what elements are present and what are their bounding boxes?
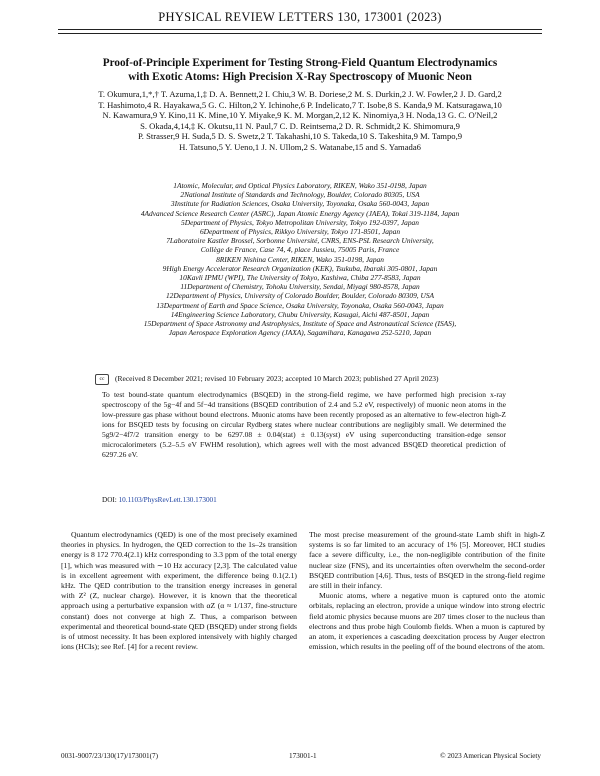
affiliation: 15Department of Space Astronomy and Astrophysics, Institute of Space and Astronautical Science (ISAS),	[143, 319, 457, 329]
open-access-icon: cc	[95, 374, 109, 385]
journal-header: PHYSICAL REVIEW LETTERS 130, 173001 (2023)	[158, 10, 442, 24]
affiliation: 9High Energy Accelerator Research Organization (KEK), Tsukuba, Ibaraki 305-0801, Japan	[162, 263, 438, 273]
title-line-2: with Exotic Atoms: High Precision X-Ray Spectroscopy of Muonic Neon	[128, 70, 472, 83]
affiliation: 10Kavli IPMU (WPI), The University of Tokyo, Kashiwa, Chiba 277-8583, Japan	[179, 273, 421, 283]
right-column	[309, 530, 545, 652]
author-line: S. Okada,4,14,‡ K. Okutsu,11 N. Paul,7 C. D. Reintsema,2 D. R. Schmidt,2 K. Shimomura,9	[140, 120, 460, 131]
received-dates	[95, 374, 555, 385]
left-column	[61, 530, 297, 652]
author-line: P. Strasser,9 H. Suda,5 D. S. Swetz,2 T. Takahashi,10 S. Takeda,10 S. Takeshita,9 M. Tampo,9	[137, 131, 463, 142]
affiliation: Collège de France, Case 74, 4, place Jussieu, 75005 Paris, France	[200, 245, 400, 255]
doi-label: DOI:	[102, 496, 117, 504]
received-text: (Received 8 December 2021; revised 10 February 2023; accepted 10 March 2023; published 27 April 2023)	[115, 374, 439, 384]
doi-line	[102, 496, 217, 504]
affiliation: 1Atomic, Molecular, and Optical Physics Laboratory, RIKEN, Wako 351-0198, Japan	[173, 181, 427, 190]
affiliation: Japan Aerospace Exploration Agency (JAXA), Sagamihara, Kanagawa 252-5210, Japan	[168, 328, 432, 338]
affiliation: 3Institute for Radiation Sciences, Osaka University, Toyonaka, Osaka 560-0043, Japan	[170, 199, 430, 209]
author-list	[62, 89, 538, 153]
doi-link[interactable]: 10.1103/PhysRevLett.130.173001	[118, 496, 217, 504]
footer-code: 0031-9007/23/130(17)/173001(7)	[61, 752, 159, 760]
affiliation: 5Department of Physics, Tokyo Metropolitan University, Tokyo 192-0397, Japan	[181, 217, 419, 227]
affiliation: 11Department of Chemistry, Tohoku University, Sendai, Miyagi 980-8578, Japan	[180, 282, 420, 292]
affiliation-list	[62, 181, 538, 337]
affiliation: 7Laboratoire Kastler Brossel, Sorbonne Université, CNRS, ENS-PSL Research University,	[166, 236, 434, 246]
header-rule	[58, 29, 542, 30]
abstract: To test bound-state quantum electrodynamics (BSQED) in the strong-field regime, we have performed high precision x-ray spectroscopy of the 5g−4f and 5f−4d transitions (BSQED contribution of 2.4 and 5.2 eV, respectively) of muonic neon atoms in the low-pressure gas phase without bound electrons. Muonic atoms have been recently proposed as an alternative to few-electron high-Z ions for BSQED tests by focusing on circular Rydberg states where nuclear contributions are negligibly small. We determined the 5g9/2−4f7/2 transition energy to be 6297.08 ± 0.04(stat) ± 0.13(syst) eV using superconducting transition-edge sensor microcalorimeters (5.2–5.5 eV FWHM resolution), which agrees well with the most advanced BSQED theoretical prediction of 6297.26 eV.	[102, 390, 506, 460]
body-paragraph: The most precise measurement of the ground-state Lamb shift in high-Z systems is so far limited to an accuracy of 1% [5]. Moreover, HCI studies face a severe difficulty, i.e., the non-negligible contribution of the finite nuclear size (FNS), and its uncertainties often overwhelm the second-order BSQED contribution [4,6]. Thus, tests of BSQED in the strong-field regime are still in their infancy.	[309, 530, 545, 591]
author-line: T. Okumura,1,*,† T. Azuma,1,‡ D. A. Bennett,2 I. Chiu,3 W. B. Doriese,2 M. S. Durkin,2 J. W. Fowler,2 J. D. Gard,2	[98, 89, 502, 99]
affiliation: 14Engineering Science Laboratory, Chubu University, Kasugai, Aichi 487-8501, Japan	[170, 309, 430, 319]
author-line: N. Kawamura,9 Y. Kino,11 K. Mine,10 Y. Miyake,9 K. M. Morgan,2,12 K. Ninomiya,3 H. Noda,13 G. C. O'Neil,2	[102, 110, 498, 121]
affiliation: 12Department of Physics, University of Colorado Boulder, Boulder, Colorado 80309, USA	[165, 291, 435, 301]
body-paragraph: Quantum electrodynamics (QED) is one of the most precisely examined theories in physics. In hydrogen, the QED correction to the 1s–2s transition energy is 8 172 770.4(2.1) kHz corresponding to 3.3 ppm of the total energy [1], which was measured with ∼10 Hz accuracy [2,3]. The calculated value is in excellent agreement with experiment, the difference being 0.1(2.1) kHz. The QED contribution to the transition energy increases in general with Z² (Z, nuclear charge). However, it is known that the theoretical approach using a perturbative expansion with αZ (α ≈ 1/137, fine-structure constant) does not converge at high Z. Thus, a comparison between experimental and theoretical bound-state QED (BSQED) under strong fields is of utmost necessity. It has been explored intensively with highly charged ions (HCIs); see Ref. [4] for a recent review.	[61, 530, 297, 652]
affiliation: 6Department of Physics, Rikkyo University, Tokyo 171-8501, Japan	[199, 227, 401, 237]
affiliation: 13Department of Earth and Space Science, Osaka University, Toyonaka, Osaka 560-0043, Japan	[156, 300, 444, 310]
title-line-1: Proof-of-Principle Experiment for Testing Strong-Field Quantum Electrodynamics	[102, 57, 498, 69]
author-line: T. Hashimoto,4 R. Hayakawa,5 G. C. Hilton,2 Y. Ichinohe,6 P. Indelicato,7 T. Isobe,8 S. Kanda,9 M. Katsuragawa,10	[98, 99, 502, 110]
affiliation: 2National Institute of Standards and Technology, Boulder, Colorado 80305, USA	[180, 190, 420, 200]
author-line: H. Tatsuno,5 Y. Ueno,1 J. N. Ullom,2 S. Watanabe,15 and S. Yamada6	[179, 141, 421, 152]
paper-title	[60, 57, 540, 84]
header-rule-double	[58, 33, 542, 34]
affiliation: 8RIKEN Nishina Center, RIKEN, Wako 351-0198, Japan	[216, 254, 384, 264]
copyright: © 2023 American Physical Society	[440, 752, 541, 760]
affiliation: 4Advanced Science Research Center (ASRC), Japan Atomic Energy Agency (JAEA), Tokai 319-1184, Japan	[140, 208, 460, 218]
body-paragraph: Muonic atoms, where a negative muon is captured onto the atomic orbitals, replacing an electron, provide a unique window into strong electric field atomic physics because muons are 207 times closer to the nucleus than electrons and thus probe high Coulomb fields. When a muon is captured by an atom, it experiences a cascading deexcitation process by Auger electron emission, which results in the peeling off of the bound electrons of the atom.	[309, 591, 545, 652]
page-number: 173001-1	[289, 752, 317, 760]
